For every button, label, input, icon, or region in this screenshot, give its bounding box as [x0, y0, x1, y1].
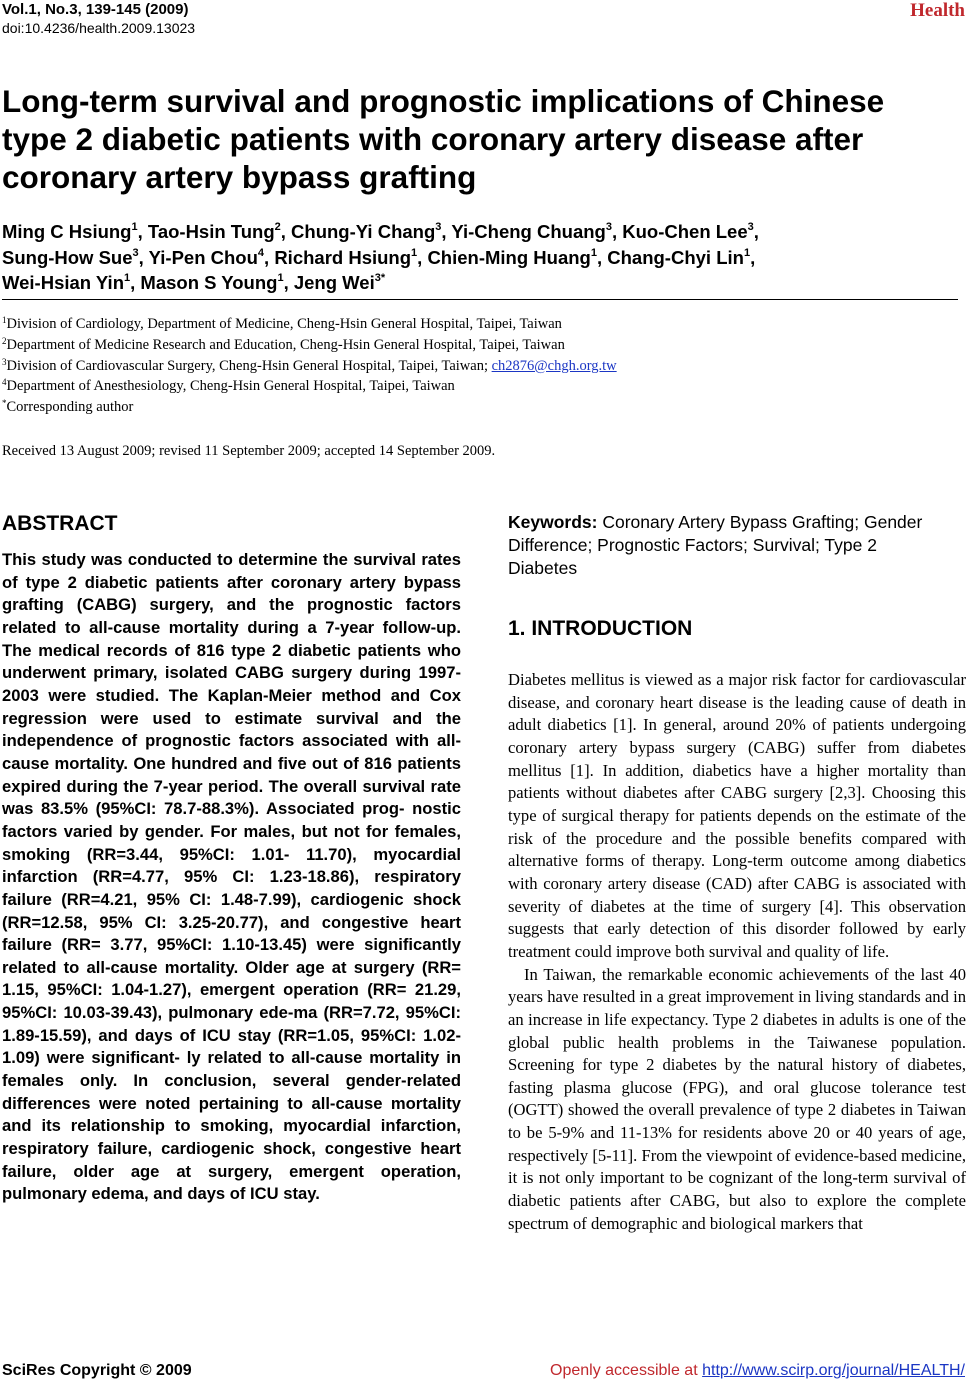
author: [2, 247, 139, 268]
author-affiliation-mark: 3: [132, 246, 139, 259]
author-name: Wei-Hsian Yin: [2, 272, 124, 293]
affiliation-text: Division of Cardiovascular Surgery, Cheng-Hsin General Hospital, Taipei, Taiwan;: [6, 357, 492, 374]
author-name: Tao-Hsin Tung: [147, 221, 275, 242]
affiliation-text: Department of Anesthesiology, Cheng-Hsin General Hospital, Taipei, Taiwan: [6, 378, 455, 395]
author: [294, 272, 385, 293]
author: [2, 221, 138, 242]
email-link[interactable]: ch2876@chgh.org.tw: [491, 357, 617, 374]
access-text: Openly accessible at: [550, 1362, 703, 1379]
introduction-body: [508, 669, 966, 1235]
affiliation-mark: 4: [2, 377, 7, 388]
author-name: Yi-Cheng Chuang: [451, 221, 606, 242]
open-access-note: [550, 1362, 965, 1380]
author-name: Chang-Chyi Lin: [607, 246, 744, 268]
author: [149, 247, 264, 268]
abstract-text: This study was conducted to determine the survival rates of type 2 diabetic patients after coronary artery bypass grafting (CABG) surgery, and the prognostic factors related to all-cause mortality during a 7-year follow-up. The medical records of 816 type 2 diabetic patients who underwent primary, isolated CABG surgery during 1997-2003 were studied. The Kaplan-Meier method and Cox regression were used to estimate survival and the independence of prognostic factors associated with all-cause mortality. One hundred and five out of 816 patients expired during the 7-year period. The overall survival rate was 83.5% (95%CI: 78.7-88.3%). Associated prog- nostic factors varied by gender. For males, but not for females, smoking (RR=3.44, 95%CI: 1.01- 11.70), myocardial infarction (RR=4.77, 95% CI: 1.23-18.86), respiratory failure (RR=4.21, 95% CI: 1.48-7.99), cardiogenic shock (RR=12.58, 95% CI: 3.25-20.77), and congestive heart failure (RR= 3.77, 95%CI: 1.10-13.45) were significantly related to all-cause mortality. Older age at surgery (RR= 1.15, 95%CI: 1.04-1.27), emergent operation (RR= 21.29, 95%CI: 10.03-39.43), pulmonary ede-ma (RR=7.72, 95%CI: 1.89-15.59), and days of ICU stay (RR=1.05, 95%CI: 1.02-1.09) were significant- ly related to all-cause mortality in females only. In conclusion, several gender-related differences were noted pertaining to all-cause mortality and its relationship to smoking, myocardial infarction, respiratory failure, cardiogenic shock, congestive heart failure, older age at surgery, emergent operation, pulmonary edema, and days of ICU stay.: [2, 550, 461, 1204]
author-affiliation-mark: 1: [277, 272, 284, 284]
affiliation-text: Division of Cardiology, Department of Medicine, Cheng-Hsin General Hospital, Taipei, Taiwan: [6, 316, 562, 332]
affiliation-text: Department of Medicine Research and Education, Cheng-Hsin General Hospital, Taipei, Taiwan: [6, 336, 565, 353]
author-affiliation-mark: 3: [605, 221, 612, 233]
citation: Vol.1, No.3, 139-145 (2009): [2, 1, 189, 18]
author-affiliation-mark: 2: [274, 221, 281, 233]
doi: doi:10.4236/health.2009.13023: [2, 20, 196, 36]
affiliation-text: Corresponding author: [6, 399, 134, 416]
introduction-heading: 1. INTRODUCTION: [508, 617, 693, 640]
author: [274, 247, 417, 268]
author-list: Ming C Hsiung$^1$, Tao-Hsin Tung$^2$, Chung-Yi Chang$^3$, Yi-Cheng Chuang$^3$, Kuo-Chen Lee$^3$, Sung-How Sue$^3$, Yi-Pen Chou$^4$, Richard Hsiung$^1$, Chien-Ming Huang$^1$, Chang-Chyi Lin$^1$, Wei-Hsian Yin$^1$, Mason S Young$^1$, Jeng Wei$^{3*}$: [2, 221, 759, 293]
running-header: [2, 0, 195, 38]
author-affiliation-mark: 1: [124, 272, 131, 284]
author: [622, 221, 754, 242]
paragraph: Diabetes mellitus is viewed as a major risk factor for cardiovascular disease, and coronary heart disease is the leading cause of death in adult diabetics [1]. In general, around 20% of patients undergoing coronary artery bypass surgery (CABG) suffer from diabetes mellitus [1]. In addition, diabetics have a higher mortality than patients without diabetes after CABG surgery [2,3]. Choosing this type of surgical therapy for patients depends on the estimate of the risk of the procedure and the possible benefits compared with alternative forms of therapy. Long-term outcome among diabetics with coronary artery disease (CAD) after CABG is associated with severity of diabetes at the time of surgery [4]. This observation suggests that early detection of this disorder followed by early treatment could improve both survival and quality of life.: [508, 670, 966, 961]
paragraph: In Taiwan, the remarkable economic achievements of the last 40 years have resulted in a great improvement in living standards and in an increase in life expectancy. Type 2 diabetes in adults is one of the global public health problems in the Taiwanese population. Screening for type 2 diabetes by the natural history of diabetes, fasting plasma glucose (FPG), and oral glucose tolerance test (OGTT) showed the overall prevalence of type 2 diabetes in Taiwan to be 5-9% and 11-13% for residents above 20 or 40 years of age, respectively [5-11]. From the viewpoint of evidence-based medicine, it is not only important to be cognizant of the long-term survival of diabetic patients after CABG, but also to explore the complete spectrum of demographic and biological markers that: [508, 964, 966, 1233]
author-affiliation-mark: 1: [131, 221, 138, 233]
author-name: Sung-How Sue: [2, 246, 133, 268]
affiliations: [2, 314, 957, 418]
author: [291, 221, 441, 242]
author: [607, 247, 750, 268]
author-affiliation-mark: 4: [257, 246, 265, 259]
journal-link[interactable]: http://www.scirp.org/journal/HEALTH/: [702, 1362, 965, 1379]
author-name: Kuo-Chen Lee: [622, 221, 748, 242]
paper-title: Long-term survival and prognostic implications of Chinese type 2 diabetic patients with coronary artery disease after coronary artery bypass grafting: [2, 83, 885, 195]
author: [451, 221, 612, 242]
affiliation-mark: *: [2, 398, 7, 409]
author-affiliation-mark: 1: [590, 246, 597, 259]
affiliation: [2, 397, 957, 418]
affiliation-mark: 1: [2, 315, 7, 325]
author-name: Yi-Pen Chou: [148, 246, 258, 268]
divider: [2, 299, 958, 300]
affiliation-mark: 2: [2, 335, 7, 346]
author-name: Chien-Ming Huang: [427, 246, 591, 268]
author-affiliation-mark: 3: [747, 221, 754, 233]
author: [2, 272, 130, 293]
author-name: Ming C Hsiung: [2, 221, 132, 242]
author: [427, 247, 597, 268]
copyright: SciRes Copyright © 2009: [2, 1362, 192, 1379]
affiliation: [2, 314, 957, 335]
received-dates: Received 13 August 2009; revised 11 September 2009; accepted 14 September 2009.: [2, 443, 496, 459]
affiliation: [2, 335, 957, 356]
author-affiliation-mark: 3*: [374, 272, 386, 284]
author-affiliation-mark: 1: [743, 246, 751, 259]
author-affiliation-mark: 3: [435, 221, 442, 233]
author-affiliation-mark: 1: [411, 246, 418, 259]
keywords-text: Coronary Artery Bypass Grafting; Gender Difference; Prognostic Factors; Survival; Type 2 Diabetes: [508, 512, 923, 578]
keywords-label: Keywords:: [508, 512, 598, 532]
affiliation: [2, 356, 957, 377]
author: [140, 272, 283, 293]
keywords: [508, 511, 948, 580]
author-name: Richard Hsiung: [274, 246, 412, 268]
affiliation: [2, 376, 957, 397]
journal-name: Health: [910, 0, 965, 21]
author-name: Mason S Young: [140, 272, 278, 293]
author: [148, 221, 281, 242]
abstract-heading: ABSTRACT: [2, 512, 118, 535]
affiliation-mark: 3: [2, 356, 7, 367]
author-name: Jeng Wei: [293, 272, 375, 293]
author-name: Chung-Yi Chang: [291, 221, 436, 242]
